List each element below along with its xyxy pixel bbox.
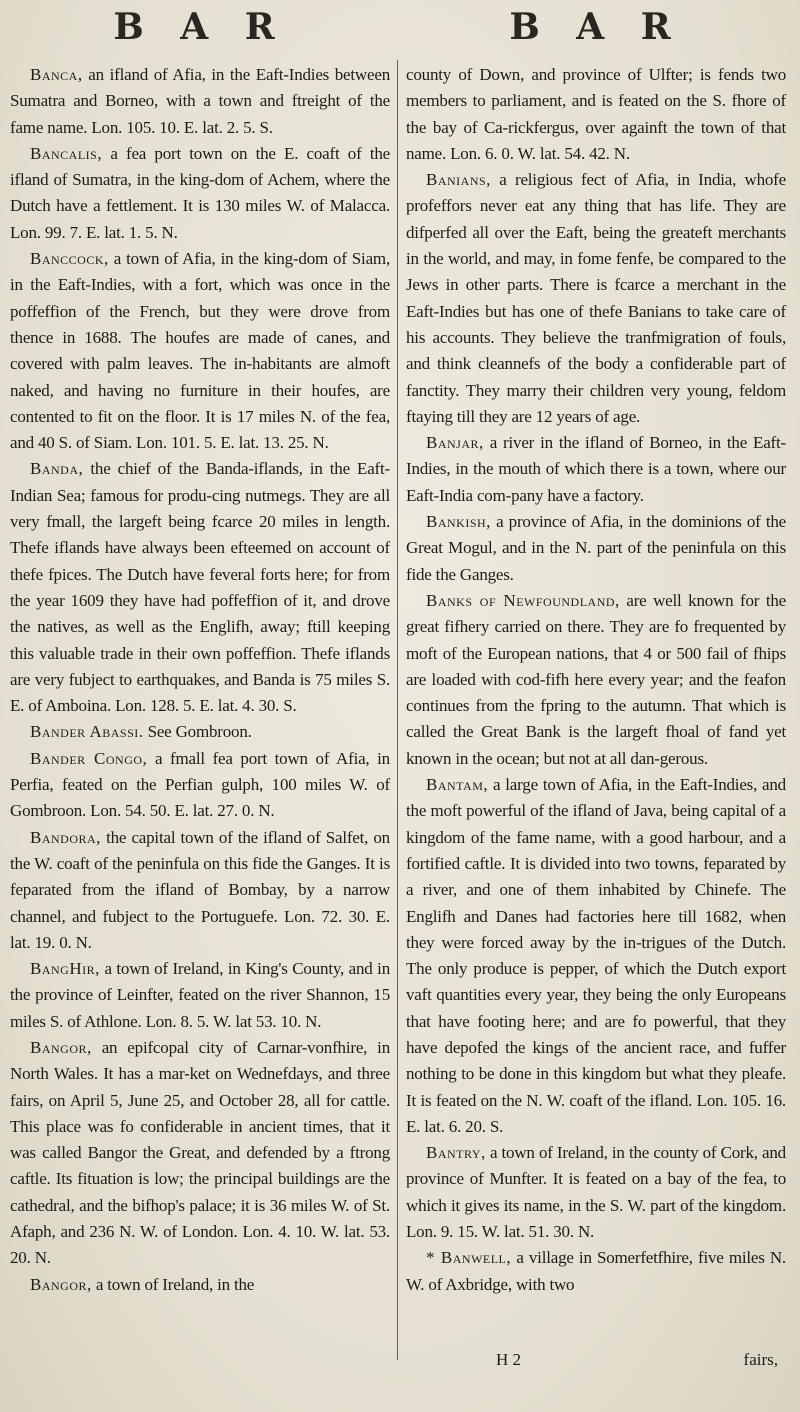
entry-headword: Bantam, <box>426 775 489 795</box>
dictionary-entry <box>10 456 390 719</box>
entry-text: a province of Afia, in the dominions of the Great Mogul, and in the N. part of the peninfula on this fide the Ganges. <box>406 512 786 584</box>
entry-text: a village in Somerfetfhire, five miles N. W. of Axbridge, with two <box>406 1248 786 1294</box>
continued-entry: county of Down, and province of Ulfter; is fends two members to parliament, and is feated on the S. fhore of the bay of Ca-rickfergus, over againft the town of that name. Lon. 6. 0. W. lat. 54. 42. N. <box>406 65 786 163</box>
entry-headword: Bankish, <box>426 512 491 532</box>
right-column-text <box>406 62 786 1298</box>
entry-headword: Bangor, <box>30 1037 92 1057</box>
dictionary-entry <box>10 825 390 956</box>
dictionary-entry <box>10 246 390 456</box>
entry-headword: Bantry, <box>426 1143 486 1163</box>
entry-headword: BangHir, <box>30 959 100 979</box>
running-head-right: B A R <box>509 6 683 48</box>
entry-text: are well known for the great fifhery carried on there. They are fo frequented by moft of the European nations, that 4 or 500 fail of fhips are loaded with cod-fifh here every year; and the feafon continues from the fpring to the autumn. That which is called the Great Bank is the largeft fhoal of fand yet known in the ocean; but not at all dan-gerous. <box>406 590 786 768</box>
entry-text: a large town of Afia, in the Eaft-Indies, and the moft powerful of the ifland of Java, being capital of a kingdom of the fame name, with a good harbour, and a fortified caftle. It is divided into two towns, feparated by a river, and one of them inhabited by Chinefe. The Englifh and Danes had factories here till 1682, when they were forced away by the in-trigues of the Dutch. The only produce is pepper, of which the Dutch export vaft quantities every year, they being the only Europeans that have footing here; and are fo powerful, that they have depofed the kings of the ancient race, and fuffer nothing to be done in this kingdom but what they pleafe. It is feated on the N. W. coaft of the ifland. Lon. 105. 16. E. lat. 6. 20. S. <box>406 775 786 1136</box>
entry-text: a town of Ireland, in King's County, and in the province of Leinfter, feated on the river Shannon, 15 miles S. of Athlone. Lon. 8. 5. W. lat 53. 10. N. <box>10 959 390 1031</box>
running-head-left: B A R <box>113 6 287 48</box>
dictionary-entry <box>10 719 390 745</box>
entry-headword: Bancalis, <box>30 143 103 163</box>
catchword: fairs, <box>743 1350 778 1369</box>
left-column <box>10 0 390 1412</box>
entry-text: a town of Ireland, in the county of Cork, and province of Munfter. It is feated on a bay of the fea, to which it gives its name, in the S. W. part of the kingdom. Lon. 9. 15. W. lat. 51. 30. N. <box>406 1143 786 1242</box>
entry-headword: Banians, <box>426 170 491 190</box>
dictionary-entry <box>406 772 786 1140</box>
entry-headword: Bander Abassi. <box>30 722 144 742</box>
dictionary-entry <box>10 746 390 825</box>
right-column <box>406 0 786 1412</box>
signature-mark: H 2 <box>496 1350 522 1369</box>
entry-headword: Bandora, <box>30 827 101 847</box>
entry-headword: Banks of Newfoundland, <box>426 590 620 610</box>
entry-text: a fea port town on the E. coaft of the ifland of Sumatra, in the king-dom of Achem, where the Dutch have a fettlement. It is 130 miles W. of Malacca. Lon. 99. 7. E. lat. 1. 5. N. <box>10 143 390 242</box>
entry-text: the chief of the Banda-iflands, in the Eaft-Indian Sea; famous for produ-cing nutmegs. They are all very fmall, the largeft being fcarce 20 miles in length. Thefe iflands have always been efteemed on account of thefe fpices. The Dutch have feveral forts here; for from the year 1609 they have had poffeffion of it, and drove the natives, as well as the Englifh, away; ftill keeping this valuable trade in their own poffeffion. Thefe iflands are very fubject to earthquakes, and Banda is 75 miles S. E. of Amboina. Lon. 128. 5. E. lat. 4. 30. S. <box>10 459 390 716</box>
dictionary-entry <box>406 1245 786 1298</box>
dictionary-entry <box>10 1272 390 1298</box>
page-footer <box>406 1350 786 1380</box>
entry-text: an epifcopal city of Carnar-vonfhire, in North Wales. It has a mar-ket on Wednefdays, and three fairs, on April 5, June 25, and October 28, all for cattle. This place was fo confiderable in ancient times, that it was called Bangor the Great, and defended by a ftrong caftle. Its fituation is low; the principal buildings are the cathedral, and the bifhop's palace; it is 36 miles W. of St. Afaph, and 236 N. W. of London. Lon. 4. 10. W. lat. 53. 20. N. <box>10 1037 390 1268</box>
entry-text: a river in the ifland of Borneo, in the Eaft-Indies, in the mouth of which there is a town, where our Eaft-India com-pany have a factory. <box>406 433 786 505</box>
dictionary-entry <box>406 1140 786 1245</box>
left-column-text <box>10 62 390 1298</box>
entry-text: See Gombroon. <box>143 722 252 742</box>
column-rule <box>397 60 398 1360</box>
entry-headword: Banccock, <box>30 249 109 269</box>
dictionary-entry <box>10 141 390 246</box>
dictionary-entry <box>10 956 390 1035</box>
entry-headword: * Banwell, <box>426 1248 512 1268</box>
dictionary-entry <box>406 430 786 509</box>
dictionary-entry <box>406 588 786 772</box>
entry-text: an ifland of Afia, in the Eaft-Indies between Sumatra and Borneo, with a town and ftreight of the fame name. Lon. 105. 10. E. lat. 2. 5. S. <box>10 65 390 137</box>
entry-headword: Banjar, <box>426 433 484 453</box>
entry-text: a fmall fea port town of Afia, in Perfia, feated on the Perfian gulph, 100 miles W. of Gombroon. Lon. 54. 50. E. lat. 27. 0. N. <box>10 748 390 821</box>
dictionary-entry <box>406 509 786 588</box>
entry-text: the capital town of the ifland of Salfet, on the W. coaft of the peninfula on this fide the Ganges. It is feparated from the ifland of Bombay, by a narrow channel, and fubject to the Portuguefe. Lon. 72. 30. E. lat. 19. 0. N. <box>10 827 390 952</box>
entry-headword: Banda, <box>30 459 84 479</box>
entry-text: a town of Ireland, in the <box>91 1274 255 1294</box>
entry-headword: Bander Congo, <box>30 748 148 768</box>
entry-headword: Bangor, <box>30 1274 92 1294</box>
dictionary-entry <box>10 1035 390 1272</box>
entry-text: a religious fect of Afia, in India, whofe profeffors never eat any thing that has life. They are difperfed all over the Eaft, being the greateft merchants in the world, and may, in fome fenfe, be compared to the Jews in other parts. There is fcarce a merchant in the Eaft-Indies but has one of thefe Banians to take care of his accounts. They believe the tranfmigration of fouls, and think cleannefs of the body a confiderable part of fanctity. They marry their children very young, feldom ftaying till they are 12 years of age. <box>406 170 786 426</box>
entry-text: a town of Afia, in the king-dom of Siam, in the Eaft-Indies, with a fort, which was once in the poffeffion of the French, but they were drove from thence in 1688. The houfes are made of canes, and covered with palm leaves. The in-habitants are almoft naked, and having no furniture in their houfes, are contented to fit on the floor. It is 17 miles N. of the fea, and 40 S. of Siam. Lon. 101. 5. E. lat. 13. 25. N. <box>10 249 390 453</box>
dictionary-entry <box>10 62 390 141</box>
entry-headword: Banca, <box>30 65 83 84</box>
dictionary-entry <box>406 167 786 430</box>
